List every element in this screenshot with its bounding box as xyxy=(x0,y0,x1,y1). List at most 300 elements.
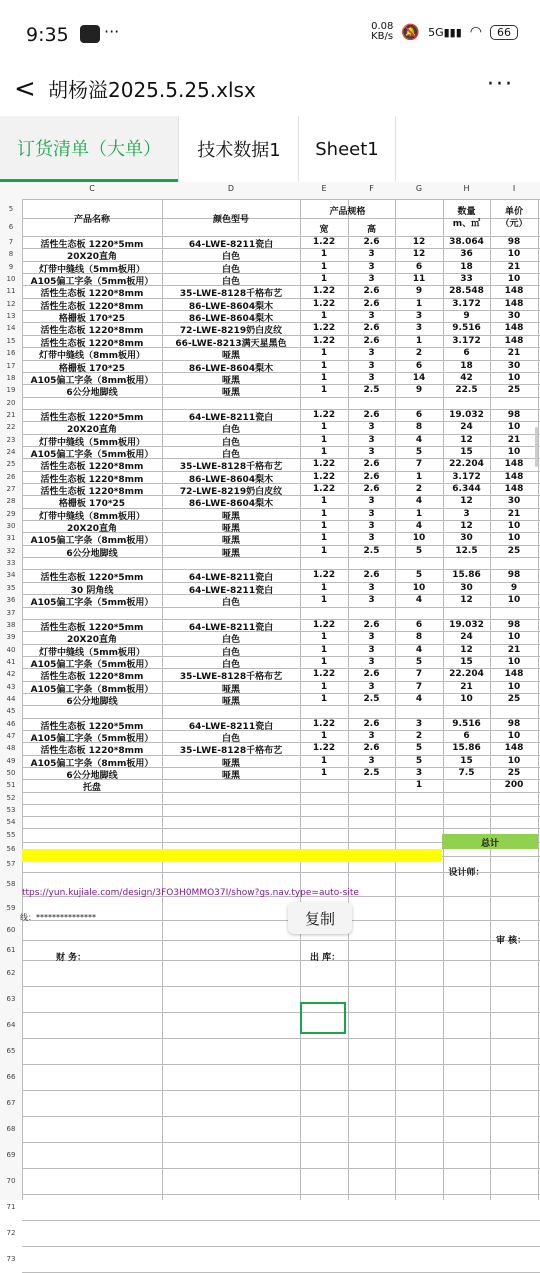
row-number[interactable]: 71 xyxy=(6,1202,16,1211)
cell-i[interactable]: 10 xyxy=(507,446,521,457)
cell-f[interactable]: 3 xyxy=(368,755,375,766)
cell-g[interactable]: 3 xyxy=(415,718,423,729)
cell-c[interactable]: 活性生态板 1220*8mm xyxy=(40,338,144,349)
cell-e[interactable]: 1 xyxy=(320,656,328,667)
cell-h[interactable]: 19.032 xyxy=(449,409,484,420)
cell-d[interactable]: 白色 xyxy=(221,252,240,263)
cell-d[interactable]: 哑黑 xyxy=(221,771,240,782)
row-number[interactable]: 73 xyxy=(6,1254,16,1263)
cell-e[interactable]: 1 xyxy=(320,595,328,606)
cell-g[interactable]: 6 xyxy=(415,619,423,630)
cell-c[interactable]: 活性生态板 1220*8mm xyxy=(40,462,144,473)
cell-c[interactable]: 6公分地脚线 xyxy=(66,696,118,707)
cell-i[interactable]: 9 xyxy=(510,582,518,593)
cell-g[interactable]: 11 xyxy=(412,274,426,285)
row-number[interactable]: 17 xyxy=(6,361,16,370)
cell-e[interactable]: 1.22 xyxy=(312,298,336,309)
cell-f[interactable]: 3 xyxy=(368,446,375,457)
cell-d[interactable]: 哑黑 xyxy=(221,524,240,535)
cell-c[interactable]: 灯带中缝线（5mm板用） xyxy=(38,437,146,448)
cell-e[interactable]: 1.22 xyxy=(312,619,336,630)
cell-e[interactable]: 1.22 xyxy=(312,335,336,346)
row-number[interactable]: 5 xyxy=(8,205,14,213)
cell-h[interactable]: 33 xyxy=(460,274,473,285)
total-cell[interactable]: 总计 xyxy=(442,834,538,849)
cell-c[interactable]: A105偏工字条（5mm板用） xyxy=(30,449,154,460)
row-number[interactable]: 54 xyxy=(6,817,16,826)
cell-g[interactable]: 4 xyxy=(415,521,423,532)
cell-c[interactable]: 灯带中缝线（8mm板用） xyxy=(38,511,146,522)
row-number[interactable]: 9 xyxy=(8,262,14,271)
cell-f[interactable]: 2.6 xyxy=(363,669,380,680)
row-number[interactable]: 62 xyxy=(6,968,16,977)
cell-e[interactable]: 1.22 xyxy=(312,484,336,494)
cell-i[interactable]: 148 xyxy=(504,459,524,470)
row-number[interactable]: 28 xyxy=(6,497,16,506)
cell-c[interactable]: 6公分地脚线 xyxy=(66,548,118,559)
cell-d[interactable]: 64-LWE-8211瓷白 xyxy=(188,573,274,584)
cell-d[interactable]: 35-LWE-8128千格布艺 xyxy=(179,462,283,473)
spreadsheet-grid[interactable] xyxy=(0,182,540,1263)
cell-h[interactable]: 38.064 xyxy=(449,237,484,247)
cell-i[interactable]: 25 xyxy=(507,693,521,704)
cell-d[interactable]: 白色 xyxy=(221,264,240,275)
cell-g[interactable]: 5 xyxy=(415,755,423,766)
cell-c[interactable]: A105偏工字条（5mm板用） xyxy=(30,277,154,288)
row-number[interactable]: 43 xyxy=(6,682,16,691)
cell-h[interactable]: 24 xyxy=(460,632,473,643)
cell-h[interactable]: 30 xyxy=(460,582,473,593)
row-number[interactable]: 52 xyxy=(6,793,16,802)
cell-f[interactable]: 2.6 xyxy=(363,570,380,581)
cell-e[interactable]: 1 xyxy=(320,508,328,519)
cell-i[interactable]: 21 xyxy=(507,508,521,519)
cell-d[interactable]: 哑黑 xyxy=(221,511,240,522)
cell-f[interactable]: 2.6 xyxy=(363,323,380,334)
cell-i[interactable]: 10 xyxy=(507,372,521,383)
cell-g[interactable]: 4 xyxy=(415,434,423,445)
cell-i[interactable]: 98 xyxy=(507,718,521,729)
cell-h[interactable]: 12 xyxy=(460,644,473,655)
cell-h[interactable]: 3.172 xyxy=(452,335,481,346)
cell-f[interactable]: 3 xyxy=(368,632,375,643)
cell-h[interactable]: 15 xyxy=(460,755,473,766)
cell-d[interactable]: 哑黑 xyxy=(221,758,240,769)
cell-d[interactable]: 64-LWE-8211瓷白 xyxy=(188,412,274,423)
cell-h[interactable]: 12 xyxy=(460,434,473,445)
cell-f[interactable]: 3 xyxy=(368,533,375,544)
cell-h[interactable]: 12 xyxy=(460,521,473,532)
cell-h[interactable]: 3.172 xyxy=(452,298,481,309)
cell-e[interactable]: 1 xyxy=(320,372,328,383)
cell-h[interactable]: 15.86 xyxy=(452,743,481,754)
cell-h[interactable]: 19.032 xyxy=(449,619,484,630)
cell-g[interactable]: 12 xyxy=(412,249,426,260)
cell-d[interactable]: 64-LWE-8211瓷白 xyxy=(188,622,274,633)
cell-g[interactable]: 6 xyxy=(415,409,423,420)
cell-c[interactable]: 6公分地脚线 xyxy=(66,771,118,782)
cell-g[interactable]: 3 xyxy=(415,768,423,779)
cell-h[interactable]: 12 xyxy=(460,595,473,606)
cell-d[interactable]: 35-LWE-8128千格布艺 xyxy=(179,746,283,757)
row-number[interactable]: 64 xyxy=(6,1020,16,1029)
cell-d[interactable]: 64-LWE-8211瓷白 xyxy=(188,240,274,250)
cell-c[interactable]: 格栅板 170*25 xyxy=(58,363,126,374)
row-number[interactable]: 60 xyxy=(6,925,16,934)
cell-g[interactable]: 5 xyxy=(415,570,423,581)
row-number[interactable]: 53 xyxy=(6,805,16,814)
cell-h[interactable]: 22.204 xyxy=(449,669,484,680)
cell-c[interactable]: 活性生态板 1220*8mm xyxy=(40,672,144,683)
cell-i[interactable]: 21 xyxy=(507,644,521,655)
cell-c[interactable]: 灯带中缝线（5mm板用） xyxy=(38,264,146,275)
row-number[interactable]: 47 xyxy=(6,732,16,740)
cell-g[interactable]: 9 xyxy=(415,385,423,396)
cell-d[interactable]: 哑黑 xyxy=(221,351,240,362)
cell-h[interactable]: 6 xyxy=(463,731,470,741)
cell-g[interactable]: 1 xyxy=(415,508,423,519)
cell-f[interactable]: 3 xyxy=(368,434,375,445)
cell-d[interactable]: 白色 xyxy=(221,734,240,744)
cell-i[interactable]: 98 xyxy=(507,619,521,630)
cell-g[interactable]: 4 xyxy=(415,595,423,606)
cell-f[interactable]: 2.6 xyxy=(363,743,380,754)
row-number[interactable]: 34 xyxy=(6,571,16,580)
cell-g[interactable]: 1 xyxy=(415,298,423,309)
design-link[interactable]: ttps://yun.kujiale.com/design/3FO3H0MMO37I/show?gs.nav.type=auto-site xyxy=(22,888,359,898)
cell-e[interactable]: 1 xyxy=(320,385,328,396)
row-number[interactable]: 19 xyxy=(6,386,16,395)
cell-f[interactable]: 3 xyxy=(368,496,375,507)
row-number[interactable]: 66 xyxy=(6,1072,16,1081)
row-number[interactable]: 39 xyxy=(6,633,16,642)
cell-c[interactable]: 活性生态板 1220*8mm xyxy=(40,289,144,300)
cell-e[interactable]: 1.22 xyxy=(312,471,336,482)
row-number[interactable]: 21 xyxy=(6,410,16,419)
row-number[interactable]: 72 xyxy=(6,1228,16,1237)
cell-e[interactable]: 1.22 xyxy=(312,669,336,680)
cell-f[interactable]: 2.6 xyxy=(363,718,380,729)
cell-c[interactable]: 灯带中缝线（5mm板用） xyxy=(38,647,146,658)
cell-g[interactable]: 5 xyxy=(415,545,423,556)
row-number[interactable]: 40 xyxy=(6,645,16,654)
cell-i[interactable]: 200 xyxy=(504,780,524,791)
col-header-f[interactable]: F xyxy=(369,184,374,193)
cell-e[interactable]: 1 xyxy=(320,582,328,593)
row-number[interactable]: 46 xyxy=(6,719,16,728)
cell-g[interactable]: 7 xyxy=(415,459,423,470)
cell-f[interactable]: 2.6 xyxy=(363,409,380,420)
cell-d[interactable]: 哑黑 xyxy=(221,548,240,559)
cell-c[interactable]: 30 阴角线 xyxy=(70,585,114,596)
cell-i[interactable]: 30 xyxy=(507,311,521,322)
cell-c[interactable]: 20X20直角 xyxy=(67,635,117,646)
row-number[interactable]: 35 xyxy=(6,583,16,592)
cell-c[interactable]: 6公分地脚线 xyxy=(66,388,118,399)
cell-g[interactable]: 5 xyxy=(415,743,423,754)
row-number[interactable]: 30 xyxy=(6,522,16,531)
row-number[interactable]: 15 xyxy=(6,336,16,345)
row-number[interactable]: 67 xyxy=(6,1098,16,1107)
cell-d[interactable]: 72-LWE-8219奶白皮纹 xyxy=(179,326,283,337)
cell-f[interactable]: 3 xyxy=(368,521,375,532)
cell-i[interactable]: 148 xyxy=(504,298,524,309)
row-number[interactable]: 65 xyxy=(6,1046,16,1055)
cell-d[interactable]: 哑黑 xyxy=(221,536,240,547)
cell-d[interactable]: 哑黑 xyxy=(221,696,240,707)
cell-d[interactable]: 白色 xyxy=(221,647,240,658)
row-number[interactable]: 32 xyxy=(6,546,16,555)
cell-e[interactable]: 1 xyxy=(320,681,328,692)
cell-c[interactable]: A105偏工字条（8mm板用） xyxy=(30,375,154,386)
cell-c[interactable]: 活性生态板 1220*8mm xyxy=(40,746,144,757)
cell-c[interactable]: 活性生态板 1220*5mm xyxy=(40,240,144,250)
cell-e[interactable]: 1 xyxy=(320,261,328,272)
cell-i[interactable]: 10 xyxy=(507,595,521,606)
cell-g[interactable]: 1 xyxy=(415,335,423,346)
cell-f[interactable]: 3 xyxy=(368,681,375,692)
cell-h[interactable]: 15.86 xyxy=(452,570,481,581)
row-number[interactable]: 8 xyxy=(8,250,14,259)
cell-c[interactable]: 活性生态板 1220*5mm xyxy=(40,622,144,633)
row-number[interactable]: 25 xyxy=(6,460,16,469)
cell-h[interactable]: 3.172 xyxy=(452,471,481,482)
cell-h[interactable]: 28.548 xyxy=(449,286,484,297)
cell-g[interactable]: 8 xyxy=(415,422,423,433)
cell-d[interactable]: 86-LWE-8604梨木 xyxy=(188,301,274,312)
cell-i[interactable]: 25 xyxy=(507,768,521,779)
cell-e[interactable]: 1 xyxy=(320,731,328,741)
cell-d[interactable]: 86-LWE-8604梨木 xyxy=(188,474,274,485)
cell-c[interactable]: A105偏工字条（8mm板用） xyxy=(30,536,154,547)
cell-e[interactable]: 1 xyxy=(320,311,328,322)
cell-i[interactable]: 30 xyxy=(507,360,521,371)
cell-h[interactable]: 18 xyxy=(460,261,473,272)
cell-f[interactable]: 3 xyxy=(368,508,375,519)
cell-h[interactable]: 9.516 xyxy=(452,323,481,334)
cell-h[interactable]: 9.516 xyxy=(452,718,481,729)
cell-f[interactable]: 2.5 xyxy=(363,545,380,556)
cell-c[interactable]: 20X20直角 xyxy=(67,524,117,535)
cell-f[interactable]: 3 xyxy=(368,582,375,593)
cell-i[interactable]: 10 xyxy=(507,632,521,643)
cell-e[interactable]: 1.22 xyxy=(312,409,336,420)
cell-f[interactable]: 3 xyxy=(368,644,375,655)
tab-order-list[interactable]: 订货清单（大单） xyxy=(0,116,178,182)
row-number[interactable]: 59 xyxy=(6,903,16,912)
cell-i[interactable]: 148 xyxy=(504,471,524,482)
cell-f[interactable]: 3 xyxy=(368,311,375,322)
cell-d[interactable]: 白色 xyxy=(221,449,240,460)
col-header-h[interactable]: H xyxy=(463,184,470,193)
row-number[interactable]: 48 xyxy=(6,744,16,753)
row-number[interactable]: 50 xyxy=(6,769,16,778)
cell-g[interactable]: 14 xyxy=(412,372,426,383)
cell-d[interactable]: 白色 xyxy=(221,659,240,670)
cell-h[interactable]: 24 xyxy=(460,422,473,433)
back-button[interactable]: < xyxy=(14,74,36,104)
cell-c[interactable]: 活性生态板 1220*5mm xyxy=(40,573,144,584)
row-number[interactable]: 45 xyxy=(6,707,16,716)
cell-e[interactable]: 1 xyxy=(320,422,328,433)
cell-i[interactable]: 148 xyxy=(504,286,524,297)
row-number[interactable]: 37 xyxy=(6,608,16,617)
cell-g[interactable]: 2 xyxy=(415,731,423,741)
row-number[interactable]: 24 xyxy=(6,447,16,456)
cell-f[interactable]: 2.6 xyxy=(363,335,380,346)
cell-d[interactable]: 白色 xyxy=(221,277,240,288)
cell-c[interactable]: 活性生态板 1220*5mm xyxy=(40,412,144,423)
cell-c[interactable]: 活性生态板 1220*8mm xyxy=(40,487,144,497)
cell-h[interactable]: 7.5 xyxy=(458,768,475,779)
cell-g[interactable]: 7 xyxy=(415,681,423,692)
more-menu-button[interactable]: ··· xyxy=(487,72,514,97)
cell-e[interactable]: 1 xyxy=(320,446,328,457)
cell-i[interactable]: 98 xyxy=(507,237,521,247)
cell-h[interactable]: 6 xyxy=(463,348,470,359)
row-number[interactable]: 44 xyxy=(6,694,16,703)
cell-g[interactable]: 4 xyxy=(415,496,423,507)
cell-c[interactable]: 20X20直角 xyxy=(67,425,117,436)
cell-d[interactable]: 66-LWE-8213满天星黑色 xyxy=(175,338,287,349)
row-number[interactable]: 10 xyxy=(6,275,16,284)
cell-e[interactable]: 1 xyxy=(320,533,328,544)
cell-g[interactable]: 10 xyxy=(412,533,426,544)
cell-f[interactable]: 2.6 xyxy=(363,484,380,494)
col-header-g[interactable]: G xyxy=(415,184,423,193)
cell-h[interactable]: 42 xyxy=(460,372,473,383)
cell-f[interactable]: 3 xyxy=(368,261,375,272)
cell-g[interactable]: 9 xyxy=(415,286,423,297)
copy-button[interactable]: 复制 xyxy=(288,902,352,934)
cell-d[interactable]: 64-LWE-8211瓷白 xyxy=(188,585,274,596)
row-number[interactable]: 12 xyxy=(6,299,16,308)
highlight-row[interactable] xyxy=(22,849,442,862)
row-number[interactable]: 22 xyxy=(6,423,16,432)
row-number[interactable]: 23 xyxy=(6,435,16,444)
row-number[interactable]: 18 xyxy=(6,373,16,382)
row-number[interactable]: 13 xyxy=(6,312,16,321)
cell-g[interactable]: 1 xyxy=(415,471,423,482)
row-number[interactable]: 27 xyxy=(6,485,16,493)
cell-e[interactable]: 1 xyxy=(320,521,328,532)
cell-g[interactable]: 10 xyxy=(412,582,426,593)
cell-g[interactable]: 4 xyxy=(415,693,423,704)
cell-g[interactable]: 8 xyxy=(415,632,423,643)
cell-f[interactable]: 3 xyxy=(368,595,375,606)
cell-f[interactable]: 2.6 xyxy=(363,459,380,470)
cell-g[interactable]: 2 xyxy=(415,484,423,494)
col-header-i[interactable]: I xyxy=(512,184,516,193)
cell-f[interactable]: 3 xyxy=(368,274,375,285)
cell-d[interactable]: 白色 xyxy=(221,437,240,448)
col-header-e[interactable]: E xyxy=(321,184,327,193)
cell-f[interactable]: 3 xyxy=(368,360,375,371)
row-number[interactable]: 70 xyxy=(6,1176,16,1185)
cell-f[interactable]: 2.6 xyxy=(363,298,380,309)
cell-f[interactable]: 3 xyxy=(368,348,375,359)
cell-d[interactable]: 白色 xyxy=(221,635,240,646)
cell-i[interactable]: 148 xyxy=(504,335,524,346)
row-number[interactable]: 57 xyxy=(6,859,16,868)
cell-e[interactable]: 1 xyxy=(320,693,328,704)
cell-i[interactable]: 10 xyxy=(507,755,521,766)
cell-g[interactable]: 6 xyxy=(415,261,423,272)
cell-e[interactable]: 1 xyxy=(320,644,328,655)
cell-c[interactable]: 格栅板 170*25 xyxy=(58,499,126,510)
cell-e[interactable]: 1.22 xyxy=(312,570,336,581)
cell-i[interactable]: 148 xyxy=(504,484,524,494)
cell-i[interactable]: 21 xyxy=(507,434,521,445)
col-header-d[interactable]: D xyxy=(227,184,235,193)
row-number[interactable]: 26 xyxy=(6,472,16,481)
selected-cell[interactable] xyxy=(300,1002,346,1034)
row-number[interactable]: 7 xyxy=(8,238,14,246)
cell-i[interactable]: 30 xyxy=(507,496,521,507)
row-number[interactable]: 14 xyxy=(6,324,16,333)
cell-d[interactable]: 哑黑 xyxy=(221,388,240,399)
row-number[interactable]: 41 xyxy=(6,657,16,666)
cell-h[interactable]: 21 xyxy=(460,681,473,692)
cell-c[interactable]: 格栅板 170*25 xyxy=(58,314,126,325)
cell-c[interactable]: A105偏工字条（5mm板用） xyxy=(30,734,154,744)
cell-f[interactable]: 2.5 xyxy=(363,693,380,704)
row-number[interactable]: 11 xyxy=(6,287,16,296)
cell-i[interactable]: 10 xyxy=(507,422,521,433)
cell-e[interactable]: 1 xyxy=(320,632,328,643)
cell-h[interactable]: 12.5 xyxy=(455,545,478,556)
cell-g[interactable]: 12 xyxy=(412,237,426,247)
cell-d[interactable]: 86-LWE-8604梨木 xyxy=(188,314,274,325)
row-number[interactable]: 33 xyxy=(6,559,16,568)
cell-d[interactable]: 白色 xyxy=(221,425,240,436)
cell-i[interactable]: 10 xyxy=(507,521,521,532)
cell-c[interactable]: 活性生态板 1220*8mm xyxy=(40,326,144,337)
cell-f[interactable]: 2.6 xyxy=(363,237,380,247)
cell-i[interactable]: 25 xyxy=(507,385,521,396)
cell-e[interactable]: 1 xyxy=(320,768,328,779)
cell-h[interactable]: 3 xyxy=(463,508,470,519)
row-number[interactable]: 58 xyxy=(6,879,16,888)
cell-f[interactable]: 2.6 xyxy=(363,619,380,630)
row-number[interactable]: 16 xyxy=(6,349,16,358)
cell-g[interactable]: 5 xyxy=(415,656,423,667)
cell-d[interactable]: 35-LWE-8128千格布艺 xyxy=(179,672,283,683)
row-number[interactable]: 20 xyxy=(6,398,16,407)
cell-c[interactable]: 20X20直角 xyxy=(67,252,117,263)
row-number[interactable]: 56 xyxy=(6,844,16,853)
cell-e[interactable]: 1 xyxy=(320,249,328,260)
cell-g[interactable]: 3 xyxy=(415,311,423,322)
row-number[interactable]: 61 xyxy=(6,945,16,954)
cell-g[interactable]: 3 xyxy=(415,323,423,334)
cell-g[interactable]: 4 xyxy=(415,644,423,655)
cell-c[interactable]: A105偏工字条（8mm板用） xyxy=(30,758,154,769)
cell-f[interactable]: 2.6 xyxy=(363,286,380,297)
cell-i[interactable]: 10 xyxy=(507,656,521,667)
cell-c[interactable]: A105偏工字条（8mm板用） xyxy=(30,684,154,695)
cell-e[interactable]: 1.22 xyxy=(312,323,336,334)
cell-h[interactable]: 15 xyxy=(460,656,473,667)
cell-g[interactable]: 7 xyxy=(415,669,423,680)
cell-i[interactable]: 98 xyxy=(507,570,521,581)
row-number[interactable]: 68 xyxy=(6,1124,16,1133)
cell-c[interactable]: 活性生态板 1220*5mm xyxy=(40,721,144,732)
cell-i[interactable]: 148 xyxy=(504,743,524,754)
cell-i[interactable]: 21 xyxy=(507,261,521,272)
cell-i[interactable]: 98 xyxy=(507,409,521,420)
cell-g[interactable]: 5 xyxy=(415,446,423,457)
